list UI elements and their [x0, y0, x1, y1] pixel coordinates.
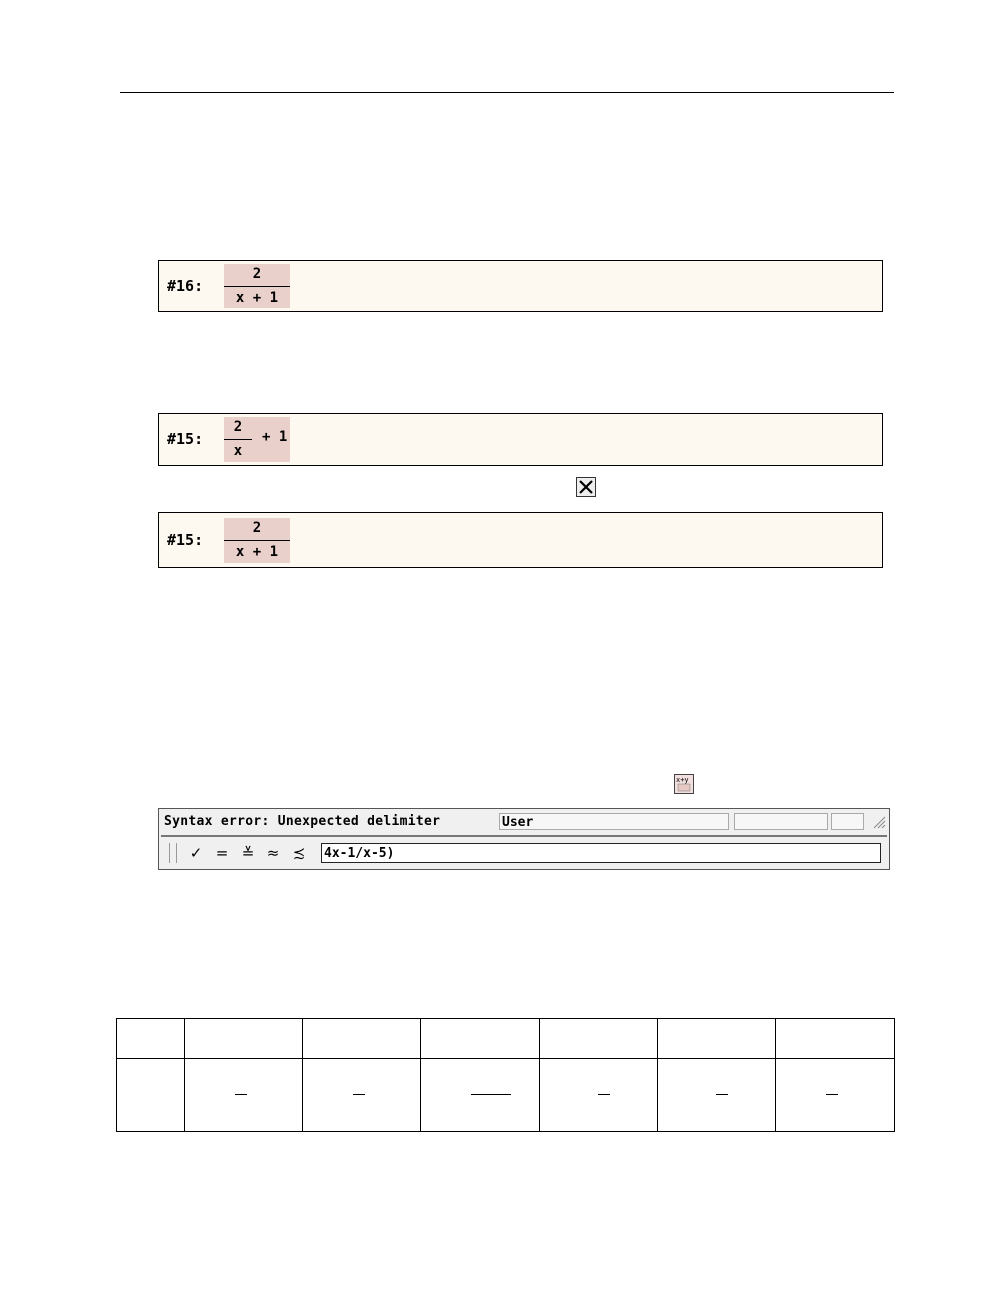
fraction-bar: [224, 439, 252, 440]
fraction-bar: [224, 540, 290, 541]
expression-label: #16:: [167, 277, 204, 295]
fraction-numerator: 2: [252, 266, 262, 282]
fraction-denominator: x + 1: [235, 290, 279, 306]
table-cell: [303, 1059, 421, 1132]
table-cell: [658, 1019, 776, 1059]
fraction-bar: [235, 1094, 247, 1095]
table-cell: [421, 1019, 540, 1059]
fraction-bar: [716, 1094, 728, 1095]
expression-tail: + 1: [262, 429, 288, 445]
expression-entry-input[interactable]: [321, 843, 881, 863]
table-cell: [117, 1019, 185, 1059]
expression-label: #15:: [167, 531, 204, 549]
blank-table: [116, 1018, 895, 1132]
status-mode-field: User: [499, 813, 729, 830]
fraction-bar: [353, 1094, 365, 1095]
fraction: [224, 417, 290, 462]
table-cell: [185, 1019, 303, 1059]
table-cell: [540, 1059, 658, 1132]
toolbar-grip[interactable]: [169, 843, 177, 863]
status-message: Syntax error: Unexpected delimiter: [164, 814, 441, 829]
fraction: [224, 264, 290, 308]
table-cell: [303, 1019, 421, 1059]
expression-row-16[interactable]: [158, 260, 883, 312]
header-rule: [120, 92, 894, 93]
fraction-numerator: 2: [233, 419, 243, 435]
table-cell: [421, 1059, 540, 1132]
expression-row-15-before[interactable]: [158, 413, 883, 466]
status-cell: [734, 813, 828, 830]
fraction: [224, 518, 290, 563]
table-row: [117, 1019, 895, 1059]
expression-label: #15:: [167, 430, 204, 448]
table-cell: [658, 1059, 776, 1132]
table-row: [117, 1059, 895, 1132]
author-expression-icon[interactable]: [674, 774, 694, 794]
expression-row-15-after[interactable]: [158, 512, 883, 568]
table-cell: [540, 1019, 658, 1059]
simplify-button[interactable]: ✓: [189, 844, 203, 862]
fraction-numerator: 2: [252, 520, 262, 536]
resize-grip-icon[interactable]: [872, 815, 886, 829]
fraction-denominator: x: [233, 443, 243, 459]
svg-text:x+y: x+y: [676, 776, 689, 784]
fraction-bar: [224, 286, 290, 287]
approx-enter-button[interactable]: ≾: [292, 844, 306, 862]
fraction-bar: [471, 1094, 511, 1095]
status-and-entry-bar: [158, 808, 890, 870]
close-icon[interactable]: [576, 477, 596, 497]
table-cell: [776, 1059, 895, 1132]
fraction-denominator: x + 1: [235, 544, 279, 560]
table-cell: [117, 1059, 185, 1132]
table-cell: [185, 1059, 303, 1132]
fraction-bar: [598, 1094, 610, 1095]
equal-button[interactable]: =: [215, 844, 229, 862]
table-cell: [776, 1019, 895, 1059]
fraction-bar: [826, 1094, 838, 1095]
status-cell: [831, 813, 864, 830]
approx-simplify-button[interactable]: ≚: [241, 844, 255, 862]
approximate-button[interactable]: ≈: [266, 844, 280, 862]
divider: [161, 835, 887, 837]
